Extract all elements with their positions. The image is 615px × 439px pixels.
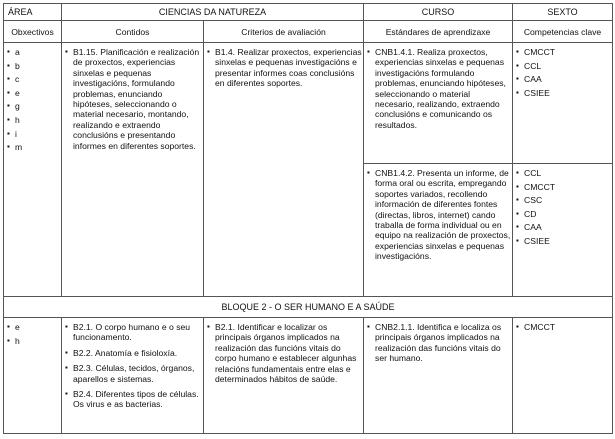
list-item-text: CCL <box>524 168 542 178</box>
list-item <box>513 236 612 246</box>
list-item-text: B2.1. O corpo humano e o seu funcionamento. <box>73 322 191 343</box>
list-item <box>364 322 512 364</box>
block2-objectives-list <box>4 322 61 346</box>
list-item <box>513 209 612 219</box>
header-row <box>4 4 613 21</box>
block2-objectives-cell <box>4 318 62 434</box>
list-item-text: CNB1.4.1. Realiza proxectos, experiencias sinxelas e pequenas investigacións formulando problemas, enunciando hipóteses, seleccionando o material necesario, realizando, extraendo conclusións e comunicando os resultados. <box>375 47 506 130</box>
bullet-icon: ▪ <box>7 101 10 111</box>
block2-contents-list <box>62 322 203 410</box>
block1-competences-1-cell <box>513 43 613 164</box>
list-item-text: e <box>15 322 20 332</box>
curriculum-table <box>3 3 613 434</box>
list-item-text: a <box>15 47 20 57</box>
list-item-text: CMCCT <box>524 47 556 57</box>
list-item-text: e <box>15 87 20 98</box>
list-item-text: CNB2.1.1. Identifica e localiza os principais órganos implicados na realización das funcións vitais do ser humano. <box>375 322 502 364</box>
block2-criteria-cell <box>204 318 364 434</box>
list-item <box>513 61 612 71</box>
block2-title-row <box>4 297 613 318</box>
block2-criteria-list <box>204 322 363 384</box>
bullet-icon: ▪ <box>516 222 519 232</box>
block2-competences-list <box>513 322 612 332</box>
list-item-text: c <box>15 74 20 85</box>
list-item-text: CCL <box>524 60 542 71</box>
block1-competences-1-list <box>513 47 612 98</box>
bullet-icon: ▪ <box>367 47 370 56</box>
block2-contents-cell <box>62 318 204 434</box>
block2-standards-list <box>364 322 512 364</box>
bullet-icon: ▪ <box>516 181 519 191</box>
list-item <box>62 389 203 410</box>
bullet-icon: ▪ <box>7 114 10 124</box>
bullet-icon: ▪ <box>516 60 519 70</box>
list-item <box>62 348 203 358</box>
block1-row-1 <box>4 43 613 164</box>
bullet-icon: ▪ <box>207 322 210 331</box>
list-item <box>4 74 61 84</box>
list-item-text: b <box>15 60 20 71</box>
list-item-text: g <box>15 101 20 112</box>
course-label: CURSO <box>364 4 513 21</box>
list-item-text: CAA <box>524 74 542 85</box>
list-item-text: h <box>15 335 20 346</box>
list-item-text: B2.2. Anatomía e fisioloxía. <box>73 347 178 358</box>
col-criteria: Criterios de avaliación <box>204 21 364 43</box>
list-item <box>4 88 61 98</box>
list-item <box>364 168 512 262</box>
block1-standard-2-list <box>364 168 512 262</box>
bullet-icon: ▪ <box>367 168 370 177</box>
list-item <box>4 129 61 139</box>
list-item <box>4 61 61 71</box>
list-item <box>4 101 61 111</box>
list-item-text: CSC <box>524 195 543 206</box>
block2-competences-cell <box>513 318 613 434</box>
list-item <box>4 47 61 57</box>
area-value: CIENCIAS DA NATUREZA <box>62 4 364 21</box>
block1-criteria-cell <box>204 43 364 297</box>
list-item <box>513 322 612 332</box>
bullet-icon: ▪ <box>7 47 10 56</box>
bullet-icon: ▪ <box>516 74 519 84</box>
list-item-text: B1.4. Realizar proxectos, experiencias sinxelas e pequenas investigacións e presentar informes coas conclusións en diferentes soportes. <box>215 47 362 89</box>
bullet-icon: ▪ <box>65 47 68 56</box>
bullet-icon: ▪ <box>367 322 370 331</box>
list-item-text: CSIEE <box>524 235 550 246</box>
bullet-icon: ▪ <box>7 322 10 331</box>
list-item <box>513 182 612 192</box>
list-item <box>4 322 61 332</box>
list-item-text: m <box>15 142 23 153</box>
block1-standard-1-list <box>364 47 512 130</box>
bullet-icon: ▪ <box>516 87 519 97</box>
list-item <box>4 336 61 346</box>
block1-competences-2-cell <box>513 164 613 297</box>
bullet-icon: ▪ <box>7 142 10 152</box>
bullet-icon: ▪ <box>7 87 10 97</box>
list-item <box>513 88 612 98</box>
list-item-text: CMCCT <box>524 181 556 192</box>
list-item <box>513 47 612 57</box>
list-item-text: B2.4. Diferentes tipos de células. Os virus e as bacterias. <box>73 389 199 410</box>
list-item <box>4 115 61 125</box>
list-item <box>62 47 203 151</box>
bullet-icon: ▪ <box>516 47 519 56</box>
bullet-icon: ▪ <box>516 168 519 177</box>
list-item-text: h <box>15 114 20 125</box>
column-header-row <box>4 21 613 43</box>
col-standards: Estándares de aprendizaxe <box>364 21 513 43</box>
bullet-icon: ▪ <box>7 335 10 345</box>
list-item <box>4 142 61 152</box>
list-item <box>204 322 363 384</box>
list-item <box>364 47 512 130</box>
block2-row <box>4 318 613 434</box>
bullet-icon: ▪ <box>516 235 519 245</box>
block2-standards-cell <box>364 318 513 434</box>
block1-criteria-list <box>204 47 363 89</box>
block1-competences-2-list <box>513 168 612 246</box>
block1-contents-list <box>62 47 203 151</box>
list-item-text: CSIEE <box>524 87 550 98</box>
list-item <box>513 168 612 178</box>
bullet-icon: ▪ <box>65 389 68 399</box>
list-item <box>204 47 363 89</box>
bullet-icon: ▪ <box>65 347 68 357</box>
list-item <box>513 195 612 205</box>
list-item-text: B2.3. Células, tecidos, órganos, aparellos e sistemas. <box>73 363 195 384</box>
block1-standard-1-cell <box>364 43 513 164</box>
list-item-text: B2.1. Identificar e localizar os principais órganos implicados na realización das funcións vitais do corpo humano e establecer algunhas relacións fundamentais entre elas e determinados hábitos de saúde. <box>215 322 357 385</box>
block1-contents-cell <box>62 43 204 297</box>
list-item-text: CD <box>524 208 537 219</box>
bullet-icon: ▪ <box>516 195 519 205</box>
list-item-text: i <box>15 128 17 139</box>
bullet-icon: ▪ <box>65 363 68 373</box>
list-item-text: CAA <box>524 222 542 233</box>
bullet-icon: ▪ <box>516 208 519 218</box>
col-objectives: Obxectivos <box>4 21 62 43</box>
list-item-text: CNB1.4.2. Presenta un informe, de forma oral ou escrita, empregando soportes variados, recollendo información de diferentes fontes (directas, libros, internet) cando traballa de forma individual ou en equipo na realización de proxectos, experiencias sinxelas e pequenas investigacións. <box>375 168 511 262</box>
block1-standard-2-cell <box>364 164 513 297</box>
col-competences: Competencias clave <box>513 21 613 43</box>
list-item <box>62 322 203 343</box>
list-item-text: CMCCT <box>524 322 556 332</box>
bullet-icon: ▪ <box>516 322 519 331</box>
block1-objectives-cell <box>4 43 62 297</box>
block2-title: BLOQUE 2 - O SER HUMANO E A SAÚDE <box>4 297 613 318</box>
course-value: SEXTO <box>513 4 613 21</box>
col-contents: Contidos <box>62 21 204 43</box>
bullet-icon: ▪ <box>7 128 10 138</box>
list-item <box>513 222 612 232</box>
block1-objectives-list <box>4 47 61 153</box>
bullet-icon: ▪ <box>7 74 10 84</box>
area-label: ÁREA <box>4 4 62 21</box>
bullet-icon: ▪ <box>207 47 210 56</box>
list-item <box>62 363 203 384</box>
bullet-icon: ▪ <box>65 322 68 331</box>
list-item-text: B1.15. Planificación e realización de proxectos, experiencias sinxelas e pequenas investigacións, formulando problemas, enunciando hipóteses, seleccionando o material necesario, montando, realizando e extraendo conclusións e presentando informes en diferentes soportes. <box>73 47 200 151</box>
list-item <box>513 74 612 84</box>
bullet-icon: ▪ <box>7 60 10 70</box>
